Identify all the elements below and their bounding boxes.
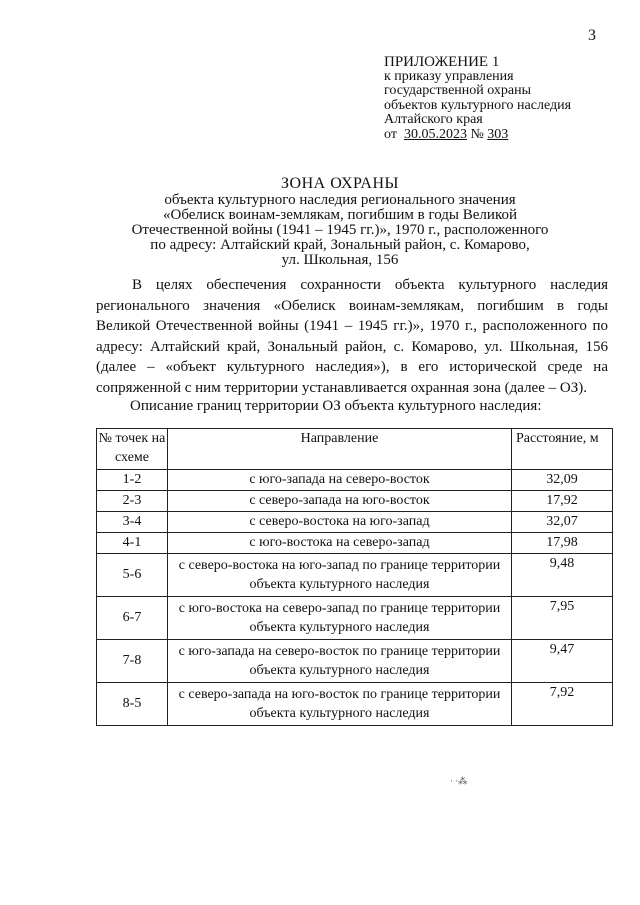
- cell-direction: с юго-запада на северо-восток по границе территории объекта культурного наследия: [168, 640, 512, 683]
- cell-points: 2-3: [97, 491, 168, 512]
- appendix-line: объектов культурного наследия: [384, 97, 572, 113]
- cell-points: 1-2: [97, 470, 168, 491]
- page-number: 3: [588, 27, 596, 44]
- table-row: [97, 683, 613, 726]
- table-row: [97, 640, 613, 683]
- order-number: 303: [487, 126, 509, 142]
- heading-title: ЗОНА ОХРАНЫ: [281, 175, 399, 192]
- heading-line: «Обелиск воинам-землякам, погибшим в годы Великой: [162, 207, 517, 223]
- appendix-line: к приказу управления: [384, 68, 514, 84]
- table-row: [97, 470, 613, 491]
- cell-points: 6-7: [97, 597, 168, 640]
- cell-points: 4-1: [97, 533, 168, 554]
- appendix-title: ПРИЛОЖЕНИЕ 1: [384, 54, 500, 70]
- cell-distance: 17,92: [512, 491, 613, 512]
- cell-distance: 32,09: [512, 470, 613, 491]
- cell-direction: с северо-запада на юго-восток: [168, 491, 512, 512]
- cell-direction: с юго-востока на северо-запад по границе территории объекта культурного наследия: [168, 597, 512, 640]
- body-paragraph-block: [96, 275, 608, 398]
- table-row: [97, 597, 613, 640]
- cell-points: 8-5: [97, 683, 168, 726]
- table-row: [97, 491, 613, 512]
- cell-distance: 7,95: [512, 597, 613, 640]
- table-row: [97, 554, 613, 597]
- cell-distance: 17,98: [512, 533, 613, 554]
- boundary-table: [96, 428, 613, 726]
- order-date: 30.05.2023: [403, 126, 467, 142]
- cell-direction: с юго-запада на северо-восток: [168, 470, 512, 491]
- cell-direction: с северо-востока на юго-запад по границе территории объекта культурного наследия: [168, 554, 512, 597]
- document-heading: [130, 176, 550, 268]
- cell-distance: 9,48: [512, 554, 613, 597]
- cell-direction: с северо-востока на юго-запад: [168, 512, 512, 533]
- table-header-row: [97, 429, 613, 470]
- appendix-line: Алтайского края: [384, 112, 483, 127]
- table-row: [97, 512, 613, 533]
- appendix-line: государственной охраны: [384, 83, 532, 98]
- appendix-block: [384, 55, 624, 142]
- scan-speck-decoration: · ·⁂: [450, 776, 468, 786]
- heading-line: Отечественной войны (1941 – 1945 гг.)», 1970 г., расположенного: [131, 222, 549, 238]
- order-prefix: от: [384, 126, 397, 142]
- cell-points: 3-4: [97, 512, 168, 533]
- header-direction: Направление: [168, 429, 512, 470]
- cell-distance: 7,92: [512, 683, 613, 726]
- heading-line: ул. Школьная, 156: [281, 252, 399, 268]
- cell-direction: с юго-востока на северо-запад: [168, 533, 512, 554]
- cell-direction: с северо-запада на юго-восток по границе территории объекта культурного наследия: [168, 683, 512, 726]
- header-points: № точек на схеме: [97, 429, 168, 470]
- header-distance: Расстояние, м: [512, 429, 613, 470]
- table-caption: Описание границ территории ОЗ объекта культурного наследия:: [130, 398, 542, 414]
- cell-points: 5-6: [97, 554, 168, 597]
- table-row: [97, 533, 613, 554]
- cell-distance: 9,47: [512, 640, 613, 683]
- heading-line: по адресу: Алтайский край, Зональный район, с. Комарово,: [150, 237, 530, 253]
- cell-distance: 32,07: [512, 512, 613, 533]
- heading-line: объекта культурного наследия регионального значения: [164, 192, 516, 208]
- order-reference: [384, 128, 624, 143]
- cell-points: 7-8: [97, 640, 168, 683]
- body-paragraph: В целях обеспечения сохранности объекта культурного наследия регионального значения «Обелиск воинам-землякам, погибшим в годы Великой Отечественной войны (1941 – 1945 гг.)», 1970 г., расположенного по адресу: Алтайский край, Зональный район, с. Комарово, ул. Школьная, 156 (далее – «объект культурного наследия»), в его исторической среде на сопряженной с ним территории устанавливается охранная зона (далее – ОЗ).: [96, 277, 608, 396]
- order-number-sign: №: [470, 126, 484, 142]
